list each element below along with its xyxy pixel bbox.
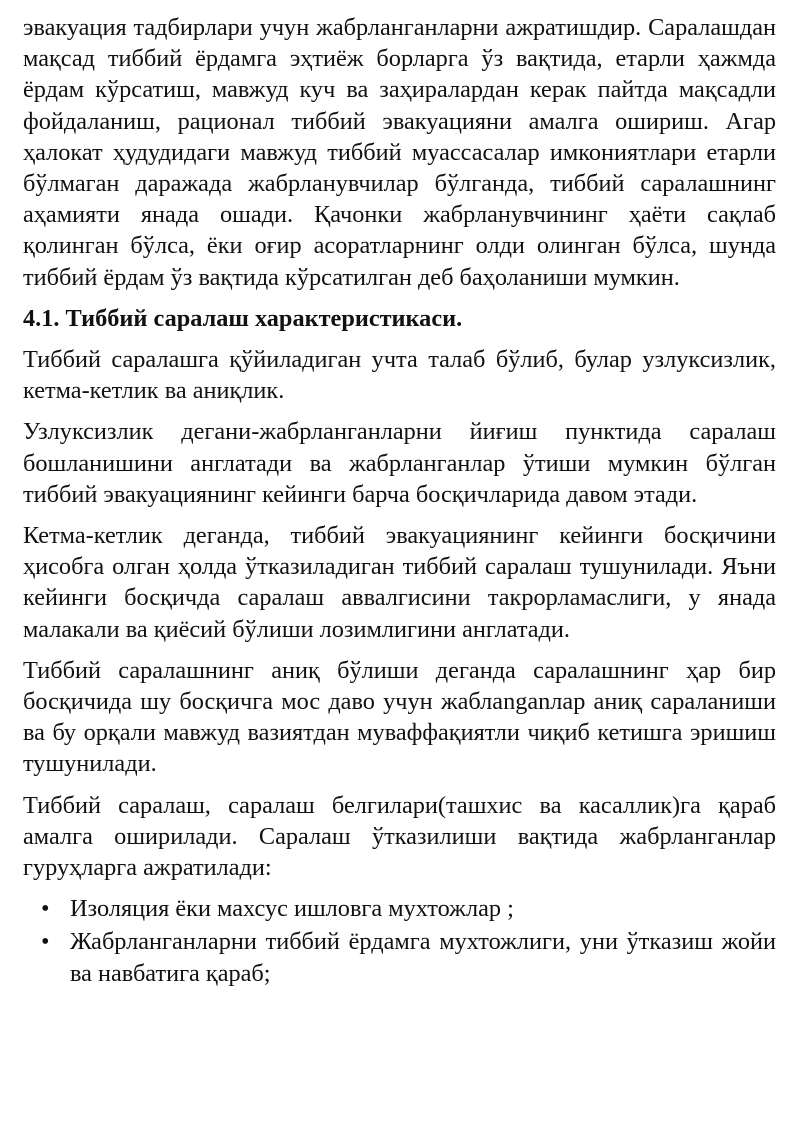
list-item [23, 926, 776, 988]
intro-paragraph: эвакуация тадбирлари учун жабрланганларни ажратишдир. Саралашдан мақсад тиббий ёрдамга эҳтиёж борларга ўз вақтида, етарли ҳажмда ёрдам кўрсатиш, мавжуд куч ва заҳиралардан керак пайтда мақсадли фойдаланиш, рационал тиббий эвакуацияни амалга ошириш. Агар ҳалокат ҳудудидаги мавжуд тиббий муассасалар имкониятлари етарли бўлмаган даражада жабрланувчилар бўлганда, тиббий саралашнинг аҳамияти янада ошади. Қачонки жабрланувчининг ҳаёти сақлаб қолинган бўлса, ёки оғир асоратларнинг олди олинган бўлса, шунда тиббий ёрдам ўз вақтида кўрсатилган деб баҳоланиши мумкин. [23, 14, 776, 291]
sequence-paragraph: Кетма-кетлик деганда, тиббий эвакуациянинг кейинги босқичини ҳисобга олган ҳолда ўтказиладиган тиббий саралаш тушунилади. Яъни кейинги босқичда саралаш аввалгисини такрорламаслиги, у янада малакали ва қиёсий бўлиши лозимлигини англатади. [23, 522, 776, 643]
document-page [23, 12, 776, 991]
list-item [23, 893, 776, 924]
bullet-icon: • [41, 895, 50, 923]
list-item-text: Жабрланганларни тиббий ёрдамга мухтожлиги, уни ўтказиш жойи ва навбатига қараб; [70, 928, 776, 987]
accuracy-paragraph: Тиббий саралашнинг аниқ бўлиши деганда саралашнинг ҳар бир босқичида шу босқичга мос даво учун жаблanganлар аниқ сараланиши ва бу орқали мавжуд вазиятдан муваффақиятли чиқиб кетишга эришиш тушунилади. [23, 656, 776, 778]
continuity-paragraph: Узлуксизлик дегани-жабрланганларни йиғиш пунктида саралаш бошланишини англатади ва жабрланганлар ўтиши мумкин бўлган тиббий эвакуациянинг кейинги барча босқичларида давом этади. [23, 418, 776, 508]
section-heading: 4.1. Тиббий саралаш характеристикаси. [23, 304, 463, 332]
bullet-icon: • [41, 928, 50, 956]
requirements-paragraph: Тиббий саралашга қўйиладиган учта талаб бўлиб, булар узлуксизлик, кетма-кетлик ва аниқлик. [23, 346, 776, 405]
list-item-text: Изоляция ёки махсус ишловга мухтожлар ; [70, 895, 514, 923]
grouping-paragraph: Тиббий саралаш, саралаш белгилари(ташхис ва касаллик)га қараб амалга оширилади. Саралаш ўтказилиши вақтида жабрланганлар гуруҳларга ажратилади: [23, 791, 776, 882]
group-list [23, 893, 776, 989]
